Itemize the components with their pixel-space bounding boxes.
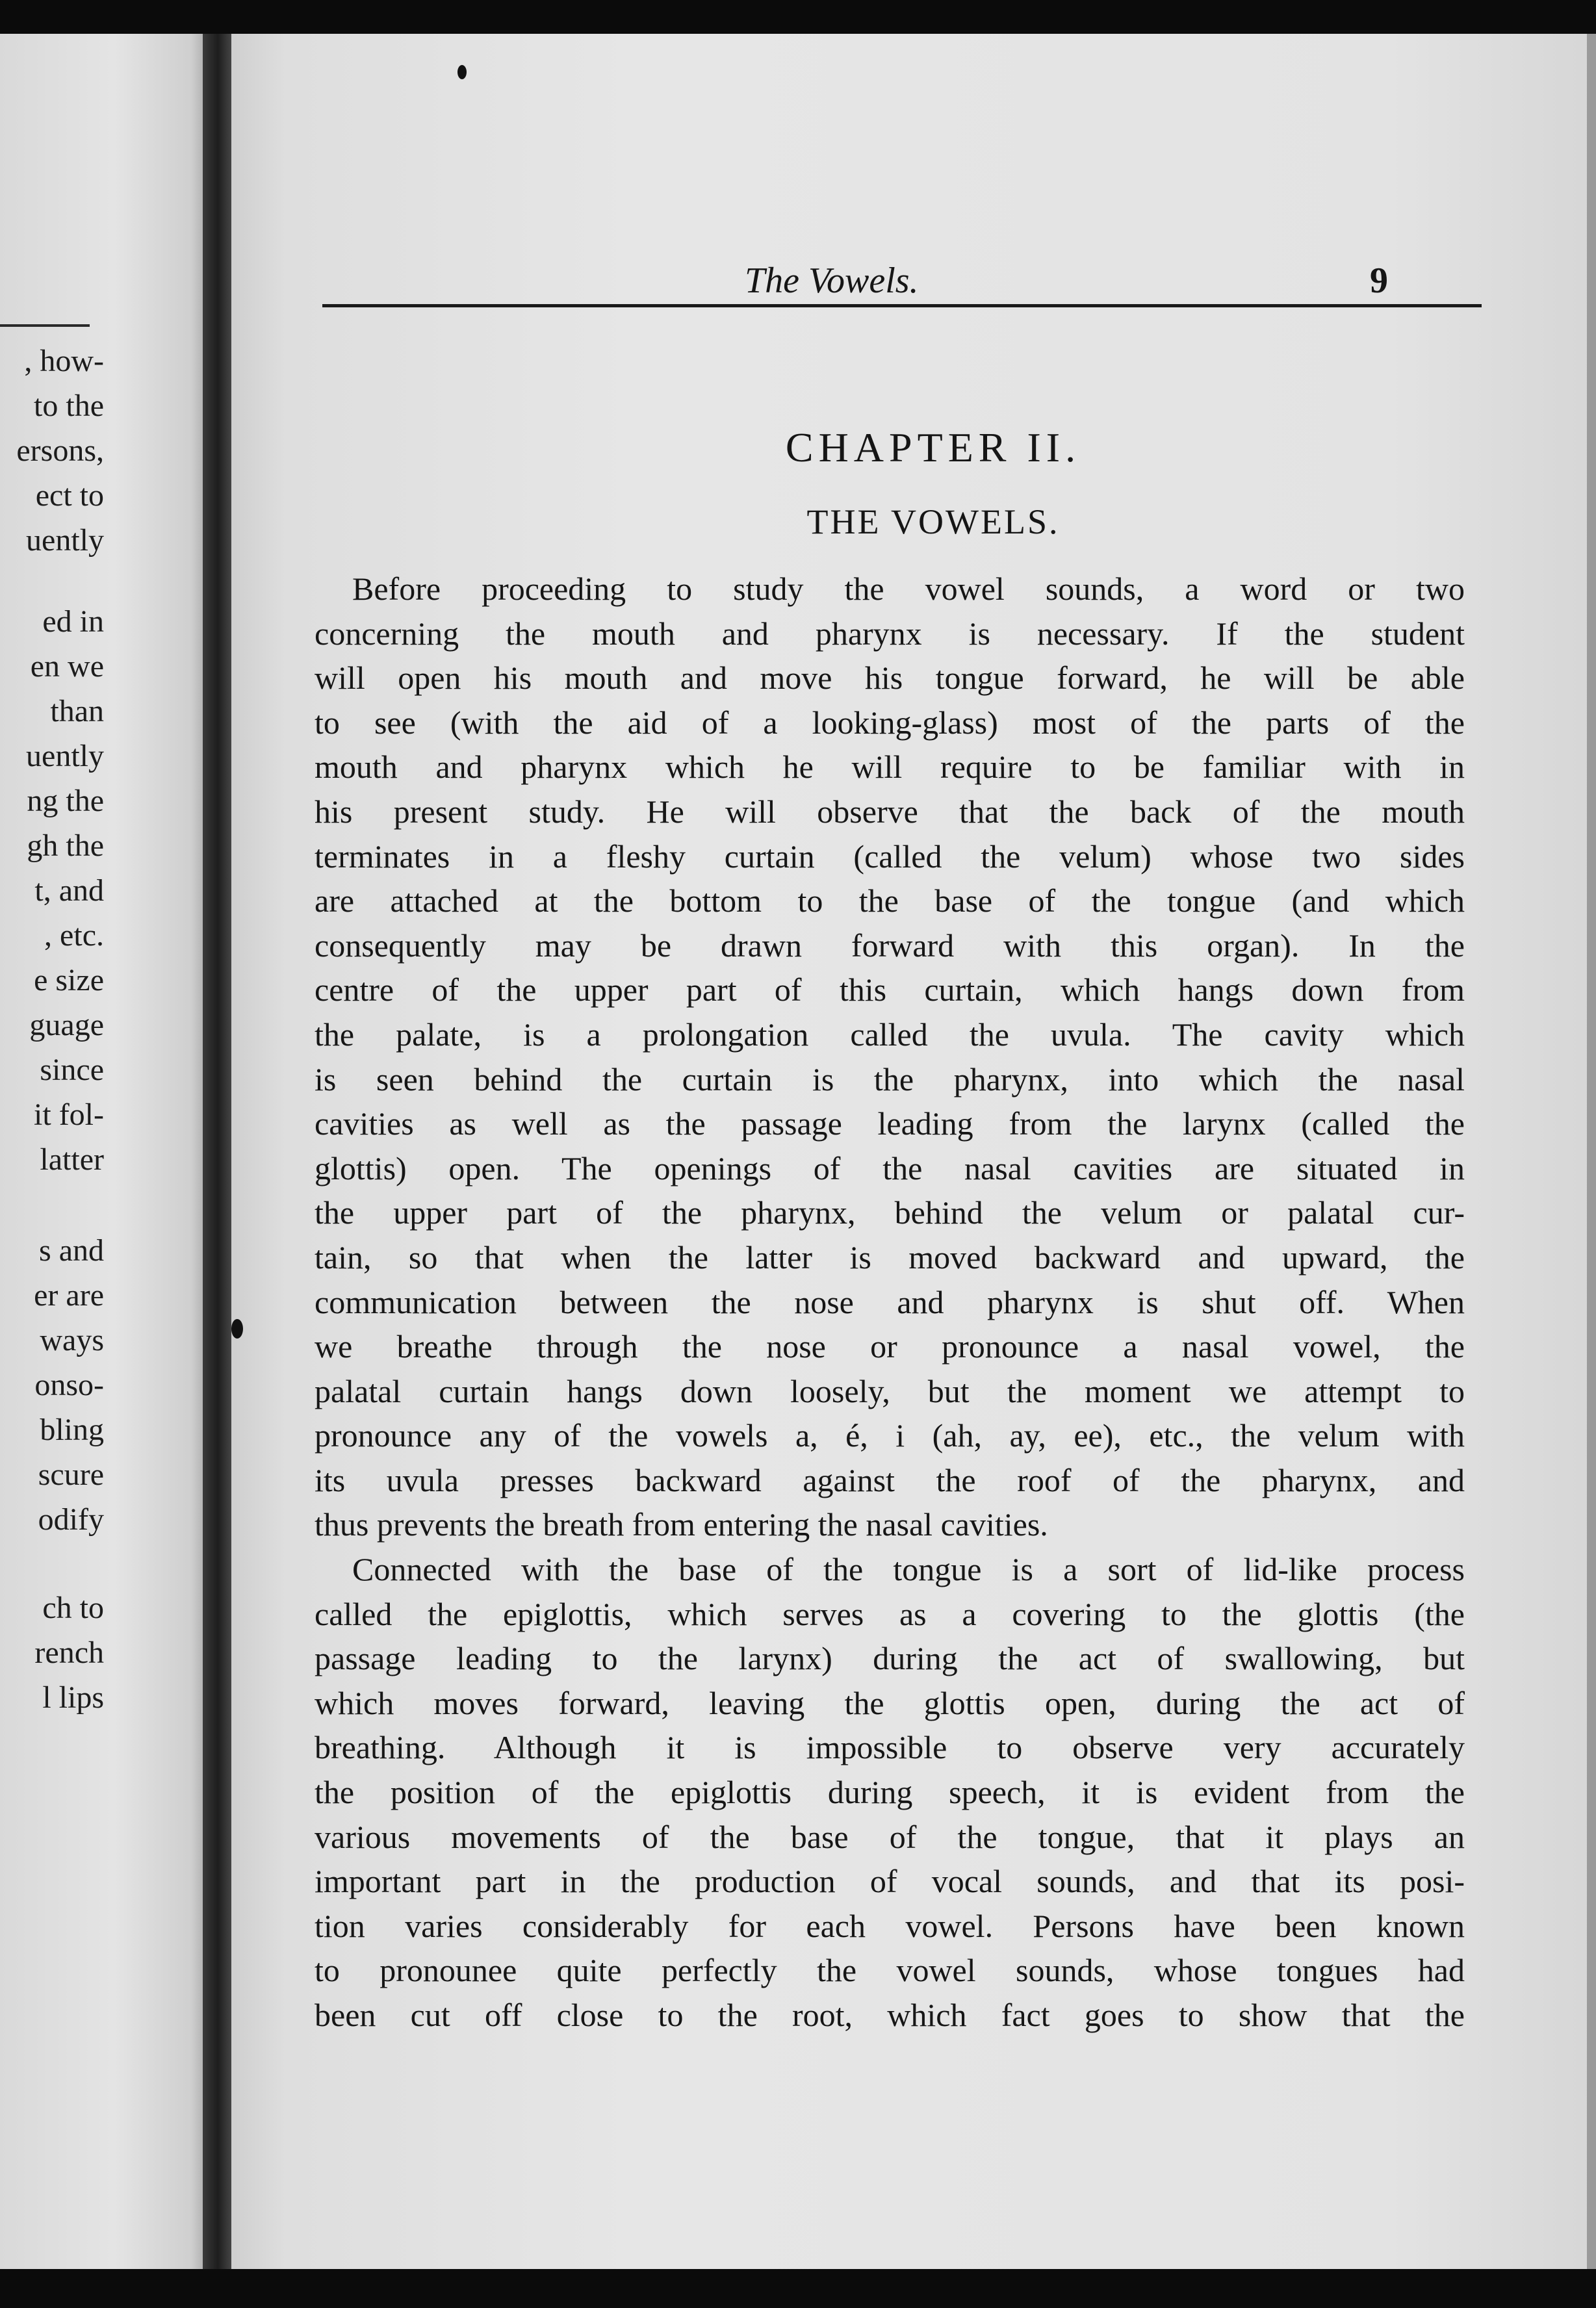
text-line: tion varies considerably for each vowel. Persons have been known <box>315 1907 1465 1944</box>
facing-line: guage <box>29 1008 104 1042</box>
text-line: we breathe through the nose or pronounce a nasal vowel, the <box>315 1328 1465 1365</box>
facing-line: ch to <box>42 1591 104 1625</box>
facing-line: t, and <box>34 873 104 908</box>
text-line: the palate, is a prolongation called the uvula. The cavity which <box>315 1016 1465 1053</box>
ink-speck <box>457 65 467 79</box>
text-line: will open his mouth and move his tongue forward, he will be able <box>315 660 1465 697</box>
text-line: mouth and pharynx which he will require to be familiar with in <box>315 749 1465 786</box>
text-line: to see (with the aid of a looking-glass) most of the parts of the <box>315 704 1465 741</box>
text-line: breathing. Although it is impossible to observe very accurately <box>315 1729 1465 1766</box>
facing-line: uently <box>26 739 104 773</box>
text-line: communication between the nose and pharynx is shut off. When <box>315 1283 1465 1320</box>
text-line: been cut off close to the root, which fact goes to show that the <box>315 1997 1465 2033</box>
facing-line: onso- <box>34 1368 104 1402</box>
facing-line: s and <box>39 1233 104 1268</box>
text-line: tain, so that when the latter is moved backward and upward, the <box>315 1238 1465 1276</box>
text-line: the position of the epiglottis during speech, it is evident from the <box>315 1774 1465 1811</box>
text-line: various movements of the base of the tongue, that it plays an <box>315 1818 1465 1855</box>
facing-line: ed in <box>42 604 104 639</box>
book-page <box>231 34 1596 2269</box>
facing-line: ng the <box>27 784 104 818</box>
facing-line: ersons, <box>16 433 104 468</box>
facing-line: latter <box>40 1142 104 1177</box>
text-line: which moves forward, leaving the glottis open, during the act of <box>315 1684 1465 1721</box>
facing-line: uently <box>26 523 104 558</box>
text-line: called the epiglottis, which serves as a covering to the glottis (the <box>315 1595 1465 1632</box>
text-line: the upper part of the pharynx, behind the velum or palatal cur- <box>315 1194 1465 1231</box>
running-title: The Vowels. <box>745 261 919 301</box>
facing-line: since <box>40 1053 104 1087</box>
text-line: glottis) open. The openings of the nasal cavities are situated in <box>315 1149 1465 1186</box>
facing-line: , etc. <box>44 918 104 953</box>
page-edge <box>1587 34 1596 2269</box>
ink-speck <box>231 1319 243 1339</box>
facing-line: than <box>50 694 104 728</box>
facing-line: gh the <box>27 828 104 863</box>
facing-line: it fol- <box>34 1097 104 1132</box>
text-line: terminates in a fleshy curtain (called the velum) whose two sides <box>315 838 1465 875</box>
header-rule <box>322 304 1482 307</box>
text-line: palatal curtain hangs down loosely, but the moment we attempt to <box>315 1372 1465 1409</box>
facing-line: e size <box>34 963 104 997</box>
chapter-heading: CHAPTER II. <box>785 424 1081 470</box>
text-line: centre of the upper part of this curtain, which hangs down from <box>315 971 1465 1008</box>
facing-line: er are <box>34 1278 104 1313</box>
facing-line: rench <box>34 1635 104 1670</box>
text-line: his present study. He will observe that the back of the mouth <box>315 793 1465 830</box>
text-line: passage leading to the larynx) during the act of swallowing, but <box>315 1640 1465 1677</box>
facing-line: l lips <box>42 1680 104 1715</box>
text-line: thus prevents the breath from entering the nasal cavities. <box>315 1506 1048 1543</box>
facing-line: scure <box>38 1457 104 1492</box>
text-line: pronounce any of the vowels a, é, i (ah, ay, ee), etc., the velum with <box>315 1417 1465 1454</box>
facing-line: , how- <box>24 344 104 378</box>
page-number: 9 <box>1370 261 1388 301</box>
text-line: Before proceeding to study the vowel sounds, a word or two <box>352 571 1465 607</box>
facing-line: ect to <box>35 478 104 513</box>
chapter-title: THE VOWELS. <box>806 502 1060 541</box>
facing-line: to the <box>34 389 104 423</box>
text-line: are attached at the bottom to the base of the tongue (and which <box>315 882 1465 919</box>
body-text <box>315 567 1465 2038</box>
facing-line: odify <box>38 1502 104 1537</box>
text-line: important part in the production of vocal sounds, and that its posi- <box>315 1863 1465 1900</box>
text-line: its uvula presses backward against the roof of the pharynx, and <box>315 1461 1465 1498</box>
text-line: is seen behind the curtain is the pharynx, into which the nasal <box>315 1060 1465 1097</box>
text-line: to pronounee quite perfectly the vowel sounds, whose tongues had <box>315 1952 1465 1989</box>
facing-line: en we <box>30 649 104 684</box>
facing-line: ways <box>40 1323 104 1357</box>
text-line: cavities as well as the passage leading from the larynx (called the <box>315 1105 1465 1142</box>
text-line: Connected with the base of the tongue is a sort of lid-like process <box>352 1551 1465 1588</box>
facing-line: bling <box>40 1413 104 1447</box>
text-line: concerning the mouth and pharynx is necessary. If the student <box>315 615 1465 652</box>
facing-page-fragment <box>0 34 208 2269</box>
text-line: consequently may be drawn forward with this organ). In the <box>315 927 1465 964</box>
facing-page-rule <box>0 324 90 327</box>
